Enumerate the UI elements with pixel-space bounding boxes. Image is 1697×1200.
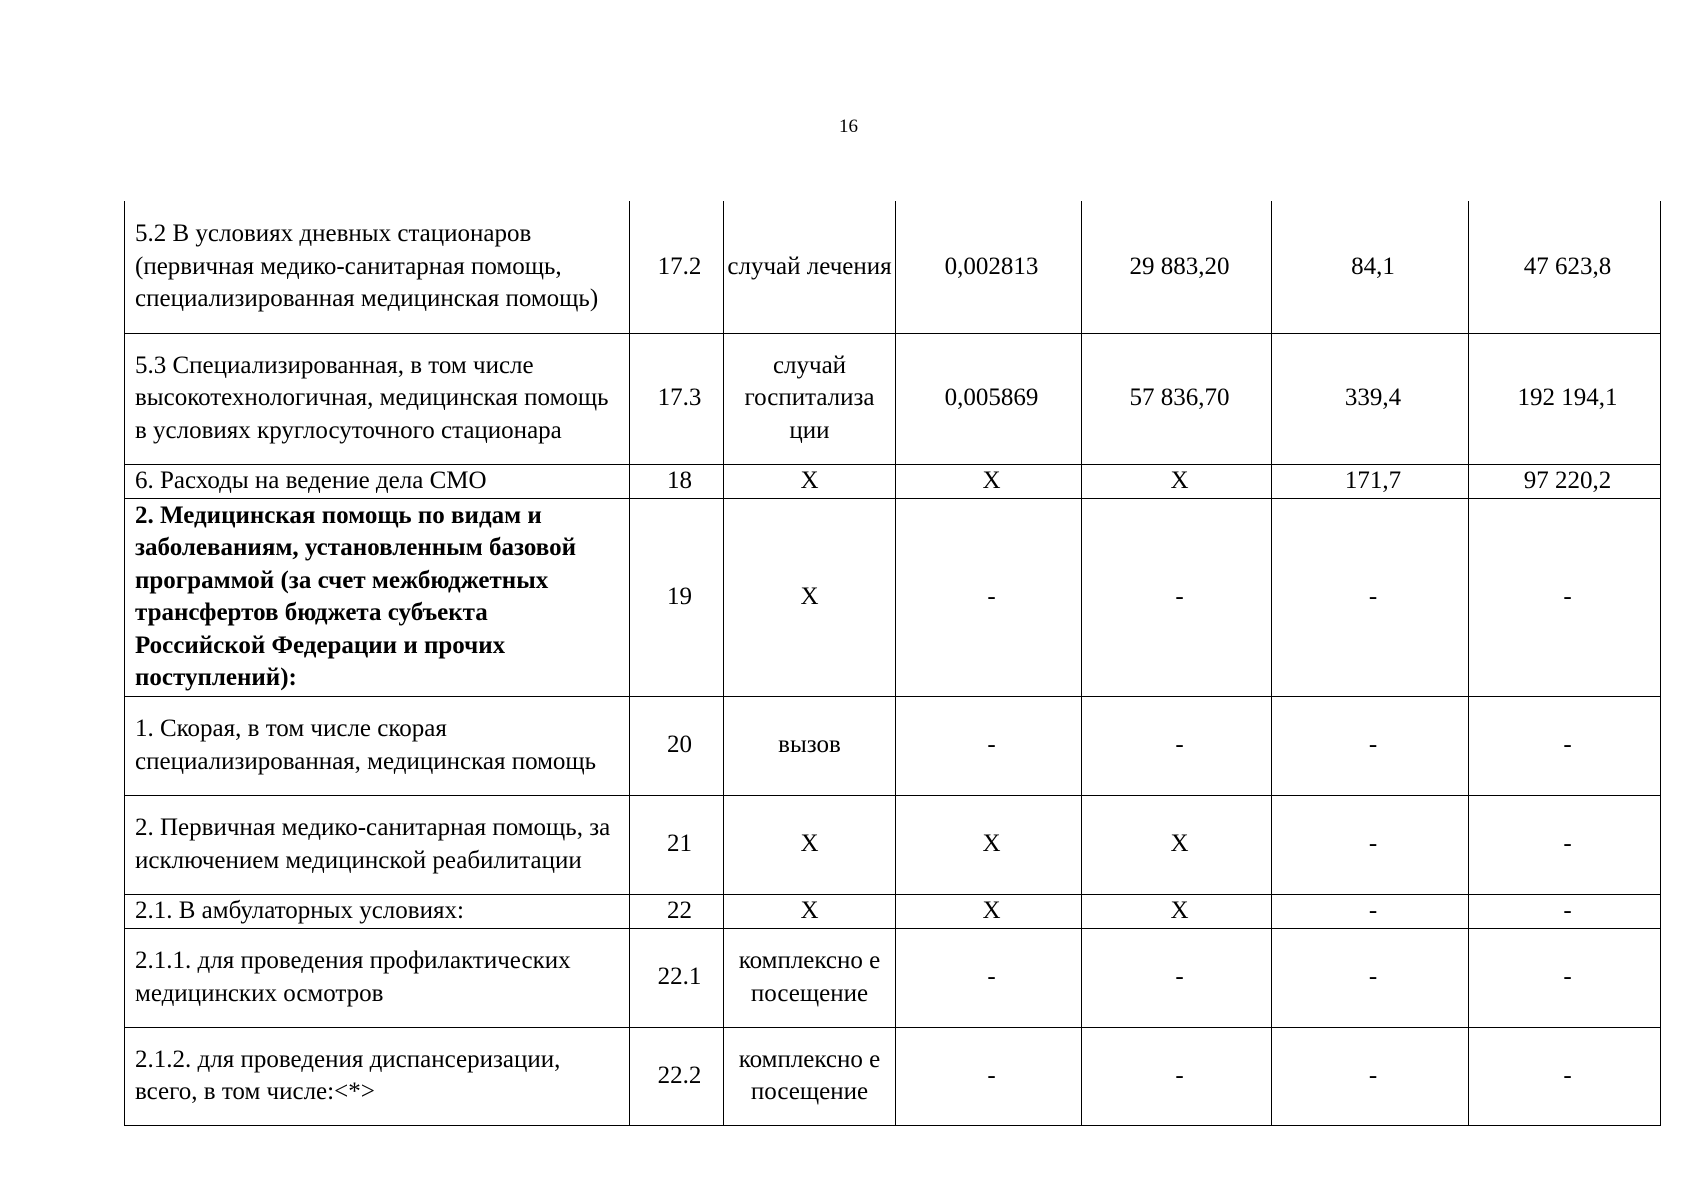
total-cell: - [1469,696,1661,795]
cost-cell: - [1082,928,1272,1027]
row-number-cell: 22.1 [630,928,724,1027]
unit-cell: X [724,464,896,498]
per-capita-cell: - [1272,696,1469,795]
table-row [125,894,1661,928]
row-number-cell: 22.2 [630,1027,724,1125]
per-capita-cell: - [1272,498,1469,696]
total-cell: 47 623,8 [1469,201,1661,333]
total-cell: 97 220,2 [1469,464,1661,498]
table-row [125,498,1661,696]
norm-cell: - [896,696,1082,795]
row-name-cell: 2.1.1. для проведения профилактических медицинских осмотров [125,928,630,1027]
row-number-cell: 22 [630,894,724,928]
unit-cell: комплексно е посещение [724,1027,896,1125]
norm-cell: X [896,464,1082,498]
row-number-cell: 20 [630,696,724,795]
per-capita-cell: - [1272,894,1469,928]
row-name-cell: 1. Скорая, в том числе скорая специализированная, медицинская помощь [125,696,630,795]
table-row [125,201,1661,333]
row-number-cell: 19 [630,498,724,696]
cost-cell: 57 836,70 [1082,333,1272,464]
row-name-cell: 2.1. В амбулаторных условиях: [125,894,630,928]
table-row [125,1027,1661,1125]
norm-cell: X [896,894,1082,928]
page-number: 16 [839,116,858,137]
total-cell: - [1469,928,1661,1027]
unit-cell: X [724,894,896,928]
row-name-cell: 6. Расходы на ведение дела СМО [125,464,630,498]
unit-cell: вызов [724,696,896,795]
row-name-cell: 2. Первичная медико-санитарная помощь, за исключением медицинской реабилитации [125,795,630,894]
per-capita-cell: - [1272,928,1469,1027]
row-name-cell: 5.3 Специализированная, в том числе высокотехнологичная, медицинская помощь в условиях круглосуточного стационара [125,333,630,464]
total-cell: 192 194,1 [1469,333,1661,464]
norm-cell: 0,002813 [896,201,1082,333]
table-row [125,333,1661,464]
cost-cell: X [1082,464,1272,498]
table-row [125,464,1661,498]
total-cell: - [1469,894,1661,928]
norm-cell: - [896,1027,1082,1125]
total-cell: - [1469,795,1661,894]
row-number-cell: 21 [630,795,724,894]
unit-cell: X [724,795,896,894]
row-number-cell: 17.2 [630,201,724,333]
table-row [125,696,1661,795]
unit-cell: комплексно е посещение [724,928,896,1027]
row-number-cell: 18 [630,464,724,498]
total-cell: - [1469,1027,1661,1125]
cost-cell: - [1082,498,1272,696]
unit-cell: X [724,498,896,696]
norm-cell: - [896,928,1082,1027]
row-name-cell: 2. Медицинская помощь по видам и заболеваниям, установленным базовой программой (за счет межбюджетных трансфертов бюджета субъекта Российской Федерации и прочих поступлений): [125,498,630,696]
norm-cell: - [896,498,1082,696]
data-table [124,201,1661,1126]
norm-cell: X [896,795,1082,894]
per-capita-cell: - [1272,1027,1469,1125]
cost-cell: X [1082,795,1272,894]
cost-cell: 29 883,20 [1082,201,1272,333]
per-capita-cell: 171,7 [1272,464,1469,498]
total-cell: - [1469,498,1661,696]
per-capita-cell: - [1272,795,1469,894]
per-capita-cell: 84,1 [1272,201,1469,333]
table-row [125,928,1661,1027]
cost-cell: - [1082,1027,1272,1125]
cost-cell: X [1082,894,1272,928]
cost-cell: - [1082,696,1272,795]
per-capita-cell: 339,4 [1272,333,1469,464]
table-row [125,795,1661,894]
row-name-cell: 2.1.2. для проведения диспансеризации, всего, в том числе:<*> [125,1027,630,1125]
row-name-cell: 5.2 В условиях дневных стационаров (первичная медико-санитарная помощь, специализированная медицинская помощь) [125,201,630,333]
unit-cell: случай лечения [724,201,896,333]
row-number-cell: 17.3 [630,333,724,464]
norm-cell: 0,005869 [896,333,1082,464]
unit-cell: случай госпитализа ции [724,333,896,464]
